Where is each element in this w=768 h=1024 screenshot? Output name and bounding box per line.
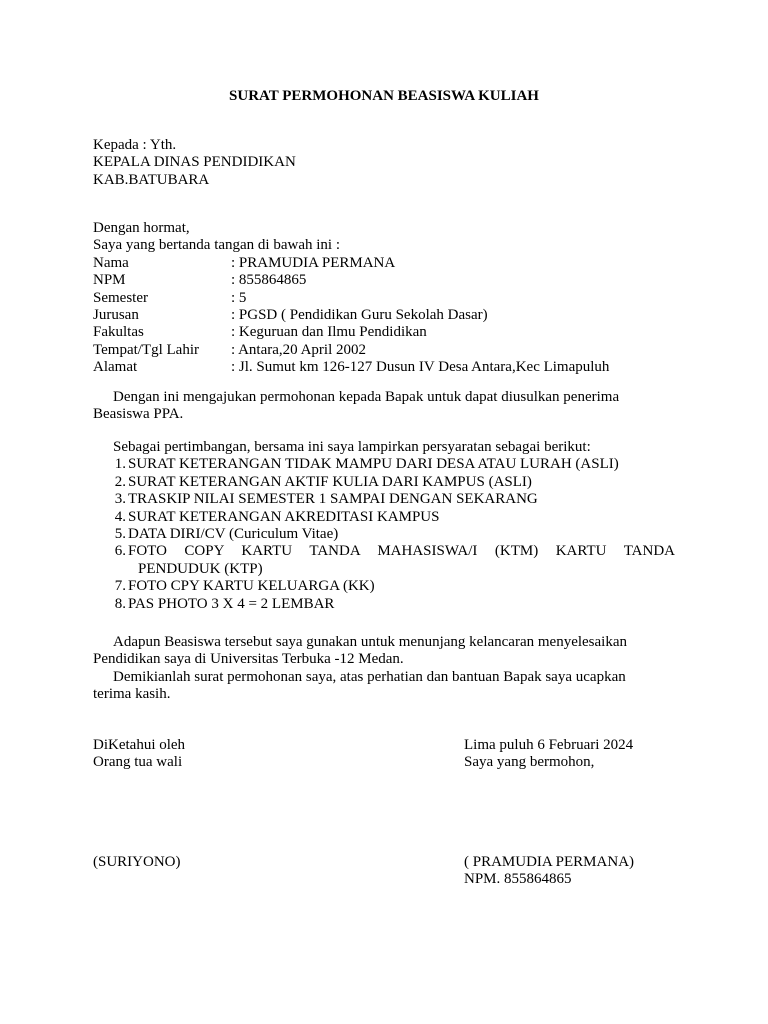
list-number: 3. <box>114 491 126 508</box>
list-text: DATA DIRI/CV (Curiculum Vitae) <box>128 526 339 543</box>
identity-row <box>93 307 675 324</box>
left-signature-name <box>93 854 181 871</box>
signature-role: Orang tua wali <box>93 754 183 771</box>
list-number: 8. <box>114 595 126 612</box>
requirements-intro: Sebagai pertimbangan, bersama ini saya lampirkan persyaratan sebagai berikut: <box>113 439 591 455</box>
identity-row <box>93 324 675 341</box>
list-text: SURAT KETERANGAN TIDAK MAMPU DARI DESA ATAU LURAH (ASLI) <box>128 456 619 473</box>
list-number: 4. <box>114 508 126 525</box>
list-text: PAS PHOTO 3 X 4 = 2 LEMBAR <box>128 595 335 612</box>
list-number: 2. <box>114 473 126 490</box>
list-number: 7. <box>114 578 126 595</box>
recipient-line: KEPALA DINAS PENDIDIKAN <box>93 154 296 171</box>
right-signature-name <box>464 854 634 889</box>
intro-line: Saya yang bertanda tangan di bawah ini : <box>93 237 341 254</box>
list-item <box>93 509 675 526</box>
paragraph-line: Dengan ini mengajukan permohonan kepada Bapak untuk dapat diusulkan penerima <box>113 389 620 405</box>
identity-label: NPM <box>93 272 126 289</box>
recipient-block <box>93 137 675 189</box>
identity-row <box>93 359 675 376</box>
identity-table <box>93 255 675 377</box>
identity-value: : 5 <box>231 289 247 306</box>
list-item <box>93 474 675 491</box>
signer-name: (SURIYONO) <box>93 854 181 870</box>
list-text: TRASKIP NILAI SEMESTER 1 SAMPAI DENGAN SEKARANG <box>128 491 538 508</box>
identity-value: : 855864865 <box>231 272 307 289</box>
paragraph-line: terima kasih. <box>93 686 171 703</box>
list-text: FOTO COPY KARTU TANDA MAHASISWA/I (KTM) KARTU TANDA <box>128 543 675 560</box>
signature-heading: DiKetahui oleh <box>93 737 186 753</box>
requirements-block <box>93 439 675 613</box>
identity-row <box>93 272 675 289</box>
recipient-line: KAB.BATUBARA <box>93 171 210 188</box>
identity-label: Fakultas <box>93 324 144 341</box>
identity-label: Semester <box>93 289 148 306</box>
list-item <box>93 543 675 560</box>
identity-row <box>93 290 675 307</box>
identity-label: Tempat/Tgl Lahir <box>93 341 199 358</box>
list-item <box>93 526 675 543</box>
signature-role: Saya yang bermohon, <box>464 754 595 771</box>
list-item <box>93 596 675 613</box>
list-number: 6. <box>114 543 126 560</box>
identity-value: : Antara,20 April 2002 <box>231 341 366 358</box>
identity-value: : PRAMUDIA PERMANA <box>231 254 396 271</box>
identity-row <box>93 255 675 272</box>
paragraph-line: Pendidikan saya di Universitas Terbuka -12 Medan. <box>93 651 404 668</box>
identity-label: Jurusan <box>93 306 139 323</box>
list-text: SURAT KETERANGAN AKREDITASI KAMPUS <box>128 508 440 525</box>
list-item <box>93 456 675 473</box>
greeting: Dengan hormat, <box>93 220 190 236</box>
signer-npm: NPM. 855864865 <box>464 871 572 888</box>
list-item <box>93 491 675 508</box>
left-signature <box>93 737 185 772</box>
letter-date: Lima puluh 6 Februari 2024 <box>464 737 634 753</box>
identity-label: Nama <box>93 254 129 271</box>
paragraph-line: Demikianlah surat permohonan saya, atas perhatian dan bantuan Bapak saya ucapkan <box>113 668 626 685</box>
identity-label: Alamat <box>93 359 138 376</box>
closing-paragraphs <box>93 634 675 704</box>
list-number: 5. <box>114 526 126 543</box>
identity-value: : PGSD ( Pendidikan Guru Sekolah Dasar) <box>231 306 488 323</box>
list-text-continuation: PENDUDUK (KTP) <box>138 560 263 577</box>
identity-value: : Keguruan dan Ilmu Pendidikan <box>231 324 427 341</box>
list-number: 1. <box>114 456 126 473</box>
opening-block <box>93 220 675 377</box>
letter-title: SURAT PERMOHONAN BEASISWA KULIAH <box>229 88 539 104</box>
request-paragraph <box>93 389 675 424</box>
signer-name: ( PRAMUDIA PERMANA) <box>464 854 635 870</box>
paragraph-line: Adapun Beasiswa tersebut saya gunakan untuk menunjang kelancaran menyelesaikan <box>113 634 627 650</box>
identity-row <box>93 342 675 359</box>
list-text: FOTO CPY KARTU KELUARGA (KK) <box>128 578 375 595</box>
recipient-line: Kepada : Yth. <box>93 137 177 153</box>
list-item <box>93 578 675 595</box>
paragraph-line: Beasiswa PPA. <box>93 406 184 423</box>
right-signature <box>464 737 633 772</box>
identity-value: : Jl. Sumut km 126-127 Dusun IV Desa Antara,Kec Limapuluh <box>231 359 610 376</box>
list-text: SURAT KETERANGAN AKTIF KULIA DARI KAMPUS (ASLI) <box>128 473 532 490</box>
